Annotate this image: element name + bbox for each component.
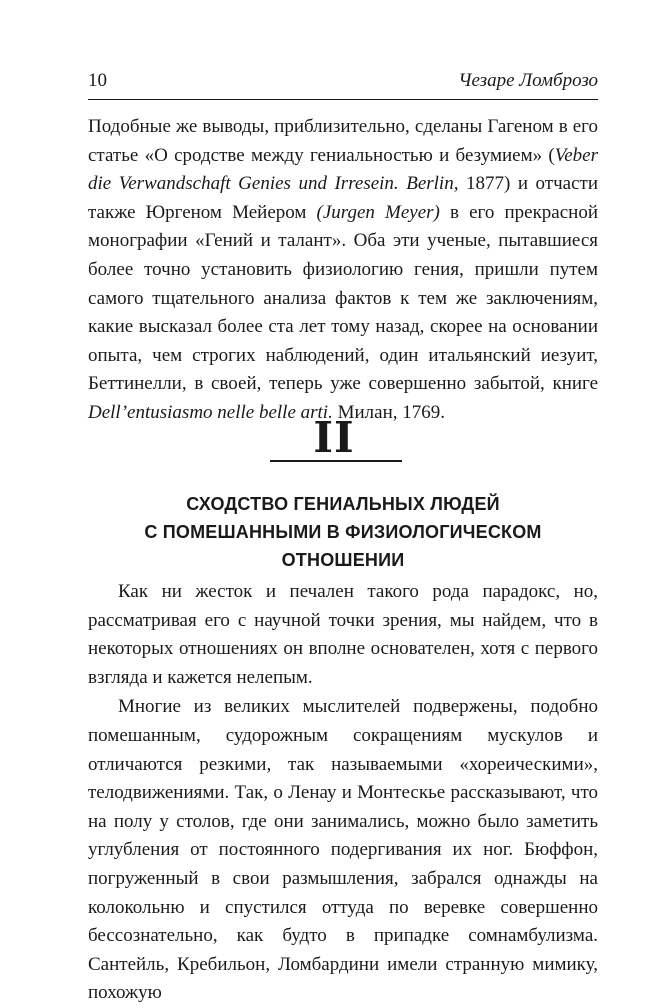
chapter-rule — [270, 460, 402, 462]
intro-italic-title-2: Dell’entusiasmo nelle belle arti. — [88, 401, 333, 423]
chapter-title-line-1: СХОДСТВО ГЕНИАЛЬНЫХ ЛЮДЕЙ — [186, 494, 500, 514]
intro-italic-title-1: Veber die Verwandschaft Genies und Irresein. Berlin, — [88, 144, 598, 195]
intro-paragraph-text — [88, 113, 598, 428]
chapter-title-line-3: ОТНОШЕНИИ — [281, 550, 405, 570]
running-head — [88, 70, 598, 98]
intro-text-part-1: Подобные же выводы, приблизительно, сделаны Гагеном в его статье «О сродстве между гениальностью и безумием» ( — [88, 116, 598, 166]
intro-paragraph — [88, 113, 598, 428]
header-rule — [88, 99, 598, 100]
intro-text-part-2: 1877) и отчасти также Юргеном Мейером — [88, 173, 598, 223]
chapter-title-line-2: С ПОМЕШАННЫМИ В ФИЗИОЛОГИЧЕСКОМ — [144, 522, 542, 542]
chapter-body — [88, 578, 598, 1008]
chapter-title — [88, 490, 598, 574]
running-title: Чезаре Ломброзо — [458, 70, 598, 91]
chapter-numeral: II — [313, 413, 355, 462]
intro-text-part-4: Милан, 1769. — [332, 401, 445, 423]
intro-text-part-3: в его прекрасной монографии «Гений и талант». Оба эти ученые, пытавшиеся более точно установить физиологию гения, пришли путем самого тщательного анализа фактов к тем же заключениям, какие высказал более ста лет тому назад, скорее на основании опыта, чем строгих наблюдений, один итальянский иезуит, Беттинелли, в своей, теперь уже совершенно забытой, книге — [88, 201, 598, 395]
body-paragraph-1: Как ни жесток и печален такого рода парадокс, но, рассматривая его с научной точки зрения, мы найдем, что в некоторых отношениях он вполне основателен, хотя с первого взгляда и кажется нелепым. — [88, 581, 598, 688]
intro-italic-name: (Jurgen Meyer) — [316, 201, 440, 223]
body-paragraph-2: Многие из великих мыслителей подвержены, подобно помешанным, судорожным сокращениям мускулов и отличаются резкими, так называемыми «хореическими», телодвижениями. Так, о Ленау и Монтескье рассказывают, что на полу у столов, где они занимались, можно было заметить углубления от постоянного подергивания их ног. Бюффон, погруженный в свои размышления, забрался однажды на колокольню и спустился оттуда по веревке совершенно бессознательно, как будто в припадке сомнамбулизма. Сантейль, Кребильон, Ломбардини имели странную мимику, похожую — [88, 696, 598, 1004]
page-number: 10 — [88, 70, 107, 91]
